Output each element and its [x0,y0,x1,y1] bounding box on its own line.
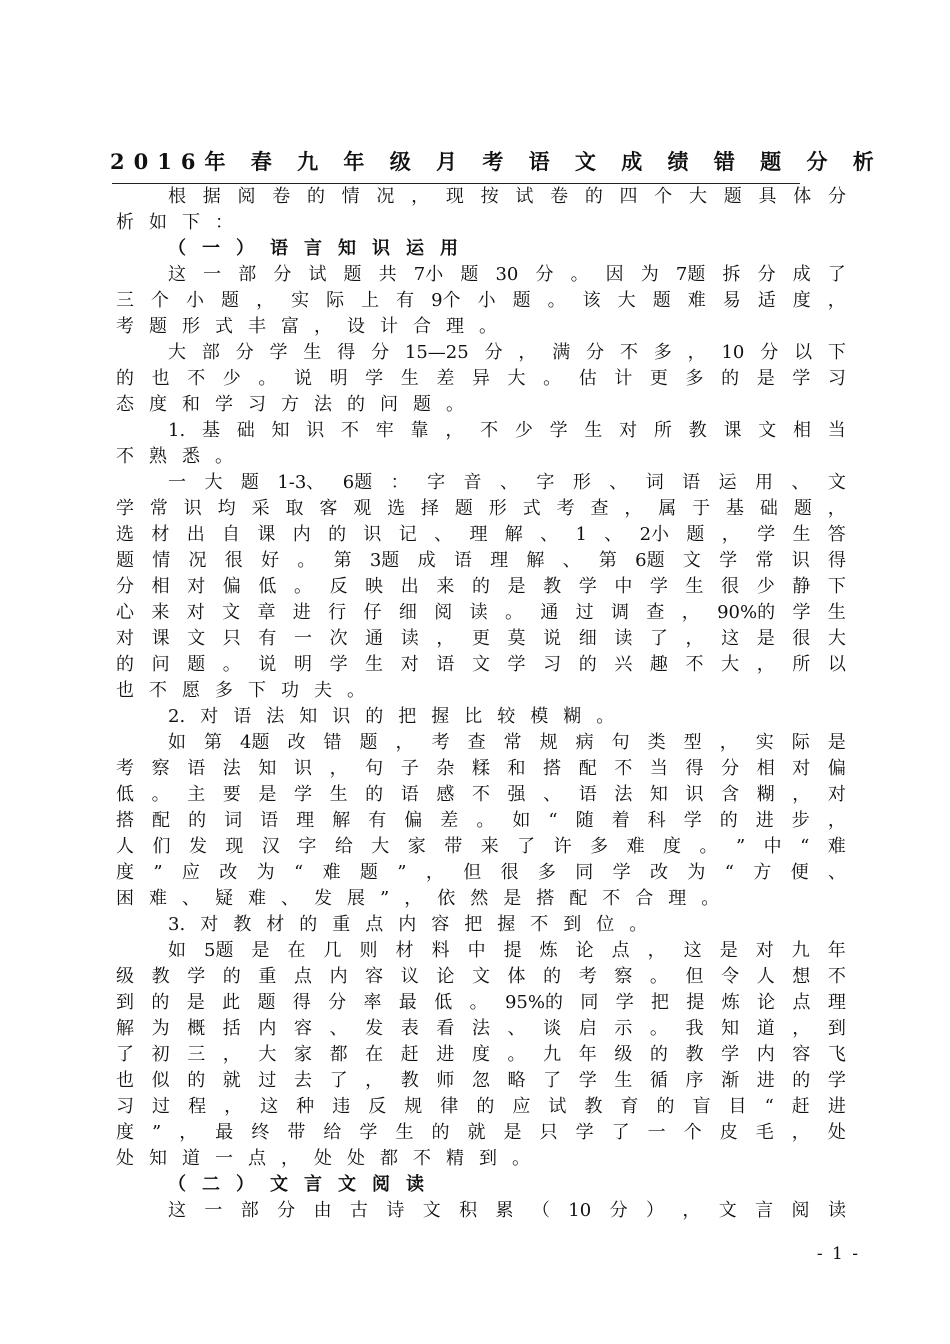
text-line: 困 难 、 疑 难 、 发 展 ” ， 依 然 是 搭 配 不 合 理 。 [116,888,720,909]
section-heading: （ 一 ） 语 言 知 识 运 用 [168,238,458,259]
text-line: 选 材 出 自 课 内 的 识 记 、 理 解 、 1 、 2小 题 ， 学 生 答 [116,524,846,545]
text-line: 也 不 愿 多 下 功 夫 。 [116,680,365,701]
text-line: 级 教 学 的 重 点 内 容 议 论 文 体 的 考 察 。 但 令 人 想 不 [116,966,846,987]
text-line: 习 过 程 ， 这 种 违 反 规 律 的 应 试 教 育 的 盲 目 “ 赶 进 [116,1096,846,1117]
text-line: 三 个 小 题 ， 实 际 上 有 9个 小 题 。 该 大 题 难 易 适 度 ， [116,290,846,311]
text-line: 到 的 是 此 题 得 分 率 最 低 。 95%的 同 学 把 提 炼 论 点 理 [116,992,846,1013]
text-line: 析 如 下 ： [116,212,233,233]
text-line: 度 ” ， 最 终 带 给 学 生 的 就 是 只 学 了 一 个 皮 毛 ， 处 [116,1122,846,1143]
text-line: 如 5题 是 在 几 则 材 料 中 提 炼 论 点 ， 这 是 对 九 年 [168,940,846,961]
text-line: 也 似 的 就 过 去 了 ， 教 师 忽 略 了 学 生 循 序 渐 进 的 学 [116,1070,846,1091]
text-line: 考 题 形 式 丰 富 ， 设 计 合 理 。 [116,316,497,337]
text-line: 低 。 主 要 是 学 生 的 语 感 不 强 、 语 法 知 识 含 糊 ， 对 [116,784,846,805]
text-line: 一 大 题 1-3、 6题 ： 字 音 、 字 形 、 词 语 运 用 、 文 [168,472,846,493]
text-line: 度 ” 应 改 为 “ 难 题 ” ， 但 很 多 同 学 改 为 “ 方 便 、 [116,862,846,883]
text-line: 1. 基 础 知 识 不 牢 靠 ， 不 少 学 生 对 所 教 课 文 相 当 [168,420,846,441]
text-line: 处 知 道 一 点 ， 处 处 都 不 精 到 。 [116,1148,530,1169]
text-line: 不 熟 悉 。 [116,446,233,467]
text-line: 了 初 三 ， 大 家 都 在 赶 进 度 。 九 年 级 的 教 学 内 容 飞 [116,1044,846,1065]
text-line: 大 部 分 学 生 得 分 15—25 分 ， 满 分 不 多 ， 10 分 以 下 [168,342,846,363]
text-line: 的 问 题 。 说 明 学 生 对 语 文 学 习 的 兴 趣 不 大 ， 所 以 [116,654,846,675]
section-heading: （ 二 ） 文 言 文 阅 读 [168,1174,424,1195]
text-line: 解 为 概 括 内 容 、 发 表 看 法 、 谈 启 示 。 我 知 道 ， 到 [116,1018,846,1039]
text-line: 这 一 部 分 试 题 共 7小 题 30 分 。 因 为 7题 拆 分 成 了 [168,264,846,285]
text-line: 根 据 阅 卷 的 情 况 ， 现 按 试 卷 的 四 个 大 题 具 体 分 [168,186,846,207]
text-line: 分 相 对 偏 低 。 反 映 出 来 的 是 教 学 中 学 生 很 少 静 下 [116,576,846,597]
text-line: 的 也 不 少 。 说 明 学 生 差 异 大 。 估 计 更 多 的 是 学 习 [116,368,846,389]
text-line: 学 常 识 均 采 取 客 观 选 择 题 形 式 考 查 ， 属 于 基 础 题 ， [116,498,846,519]
text-line: 对 课 文 只 有 一 次 通 读 ， 更 莫 说 细 读 了 ， 这 是 很 大 [116,628,846,649]
document-title: 2016年 春 九 年 级 月 考 语 文 成 绩 错 题 分 析 [110,149,883,174]
text-line: 人 们 发 现 汉 字 给 大 家 带 来 了 许 多 难 度 。 ” 中 “ 难 [116,836,846,857]
text-line: 考 察 语 法 知 识 ， 句 子 杂 糅 和 搭 配 不 当 得 分 相 对 偏 [116,758,846,779]
text-line: 心 来 对 文 章 进 行 仔 细 阅 读 。 通 过 调 查 ， 90%的 学 生 [116,602,846,623]
text-line: 题 情 况 很 好 。 第 3题 成 语 理 解 、 第 6题 文 学 常 识 得 [116,550,846,571]
text-line: 3. 对 教 材 的 重 点 内 容 把 握 不 到 位 。 [168,914,648,935]
text-line: 这 一 部 分 由 古 诗 文 积 累 （ 10 分 ） ， 文 言 阅 读 [168,1200,846,1221]
page-number: - 1 - [816,1244,860,1264]
text-line: 2. 对 语 法 知 识 的 把 握 比 较 模 糊 。 [168,706,615,727]
text-line: 态 度 和 学 习 方 法 的 问 题 。 [116,394,464,415]
document-body [116,184,846,1224]
text-line: 如 第 4题 改 错 题 ， 考 查 常 规 病 句 类 型 ， 实 际 是 [168,732,846,753]
text-line: 搭 配 的 词 语 理 解 有 偏 差 。 如 “ 随 着 科 学 的 进 步 ， [116,810,846,831]
